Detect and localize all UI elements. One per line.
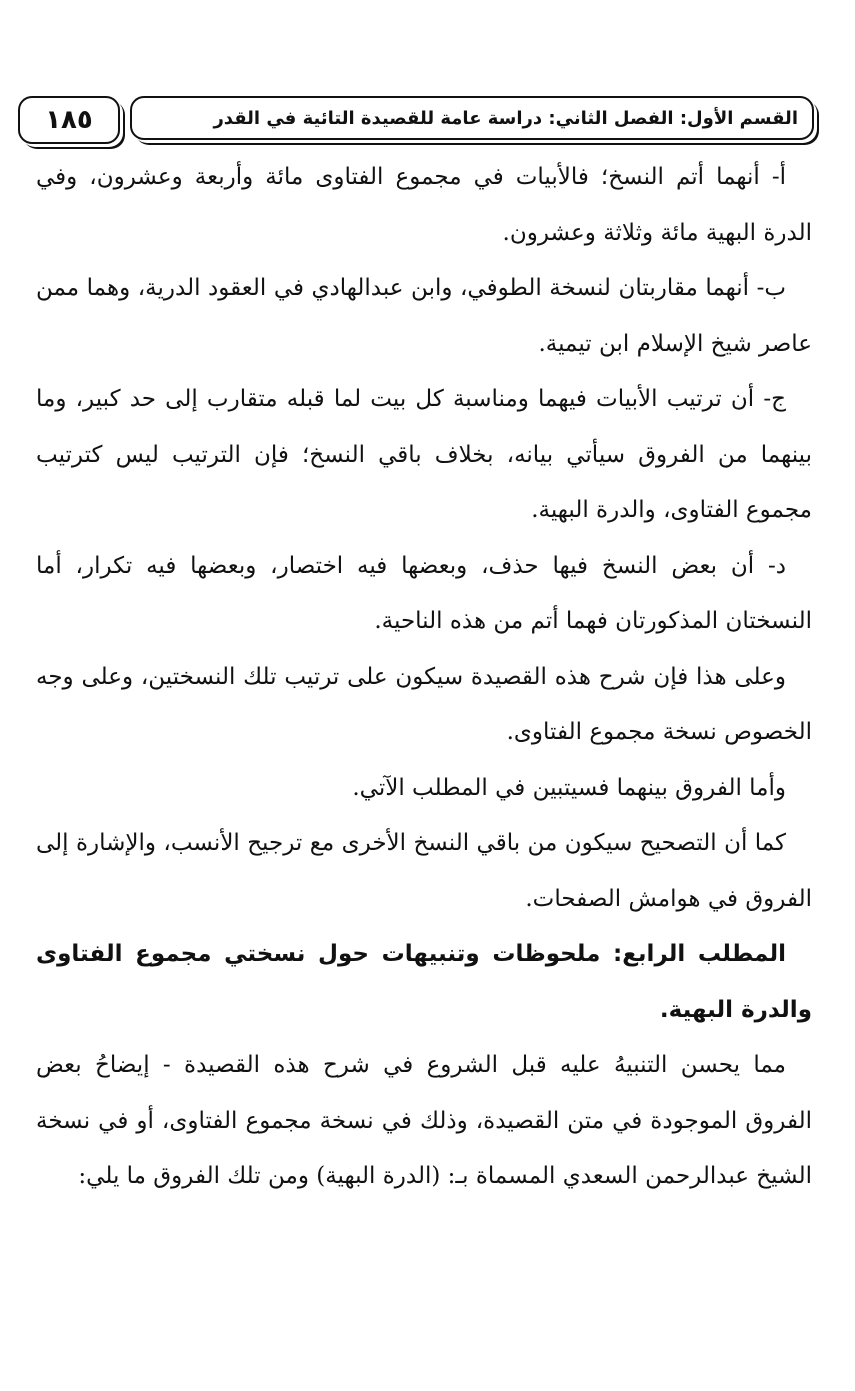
page-number: ١٨٥ xyxy=(18,96,120,144)
paragraph-jim: ج- أن ترتيب الأبيات فيهما ومناسبة كل بيت لما قبله متقارب إلى حد كبير، وما بينهما من الفروق سيأتي بيانه، بخلاف باقي النسخ؛ فإن الترتيب ليس كترتيب مجموع الفتاوى، والدرة البهية. xyxy=(36,386,812,523)
page-body xyxy=(36,150,812,1205)
paragraph-intro: مما يحسن التنبيهُ عليه قبل الشروع في شرح هذه القصيدة - إيضاحُ بعض الفروق الموجودة في متن القصيدة، وذلك في نسخة مجموع الفتاوى، أو في نسخة الشيخ عبدالرحمن السعدي المسماة بـ: (الدرة البهية) ومن تلك الفروق ما يلي: xyxy=(36,1052,812,1189)
paragraph-differences: وأما الفروق بينهما فسيتبين في المطلب الآتي. xyxy=(352,774,786,801)
paragraph-correction: كما أن التصحيح سيكون من باقي النسخ الأخرى مع ترجيح الأنسب، والإشارة إلى الفروق في هوامش الصفحات. xyxy=(36,830,812,912)
paragraph-alif: أ- أنهما أتم النسخ؛ فالأبيات في مجموع الفتاوى مائة وأربعة وعشرون، وفي الدرة البهية مائة وثلاثة وعشرون. xyxy=(36,164,812,246)
running-title: القسم الأول: الفصل الثاني: دراسة عامة للقصيدة التائية في القدر xyxy=(130,96,814,140)
paragraph-dal: د- أن بعض النسخ فيها حذف، وبعضها فيه اختصار، وبعضها فيه تكرار، أما النسختان المذكورتان فهما أتم من هذه الناحية. xyxy=(36,552,812,634)
running-header xyxy=(18,96,818,144)
paragraph-ba: ب- أنهما مقاربتان لنسخة الطوفي، وابن عبدالهادي في العقود الدرية، وهما ممن عاصر شيخ الإسلام ابن تيمية. xyxy=(36,275,812,357)
paragraph-conclusion: وعلى هذا فإن شرح هذه القصيدة سيكون على ترتيب تلك النسختين، وعلى وجه الخصوص نسخة مجموع الفتاوى. xyxy=(36,663,812,745)
section-heading: المطلب الرابع: ملحوظات وتنبيهات حول نسختي مجموع الفتاوى والدرة البهية. xyxy=(36,941,812,1023)
